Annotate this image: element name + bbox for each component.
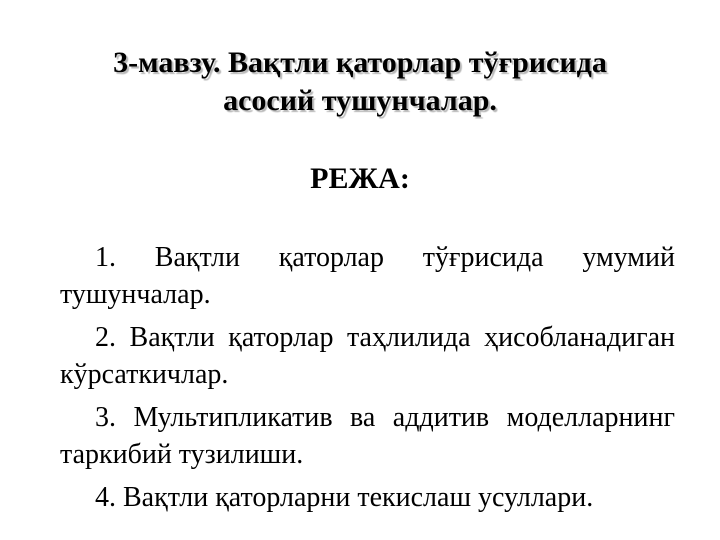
slide-title-line-1: 3-мавзу. Вақтли қаторлар тўғрисида <box>113 46 607 79</box>
plan-item-1: 1. Вақтли қаторлар тўғрисида умумий тушунчалар. <box>60 242 675 310</box>
plan-list <box>60 239 675 522</box>
plan-item-4: 4. Вақтли қаторларни текислаш усуллари. <box>95 482 594 513</box>
slide-title-line-2: асосий тушунчалар. <box>223 84 497 117</box>
slide-title <box>40 44 680 120</box>
plan-item-3: 3. Мультипликатив ва аддитив моделларнинг таркибий тузилиши. <box>60 402 675 470</box>
plan-heading: РЕЖА: <box>310 162 410 195</box>
plan-item-2: 2. Вақтли қаторлар таҳлилида ҳисобланадиган кўрсаткичлар. <box>60 322 675 390</box>
